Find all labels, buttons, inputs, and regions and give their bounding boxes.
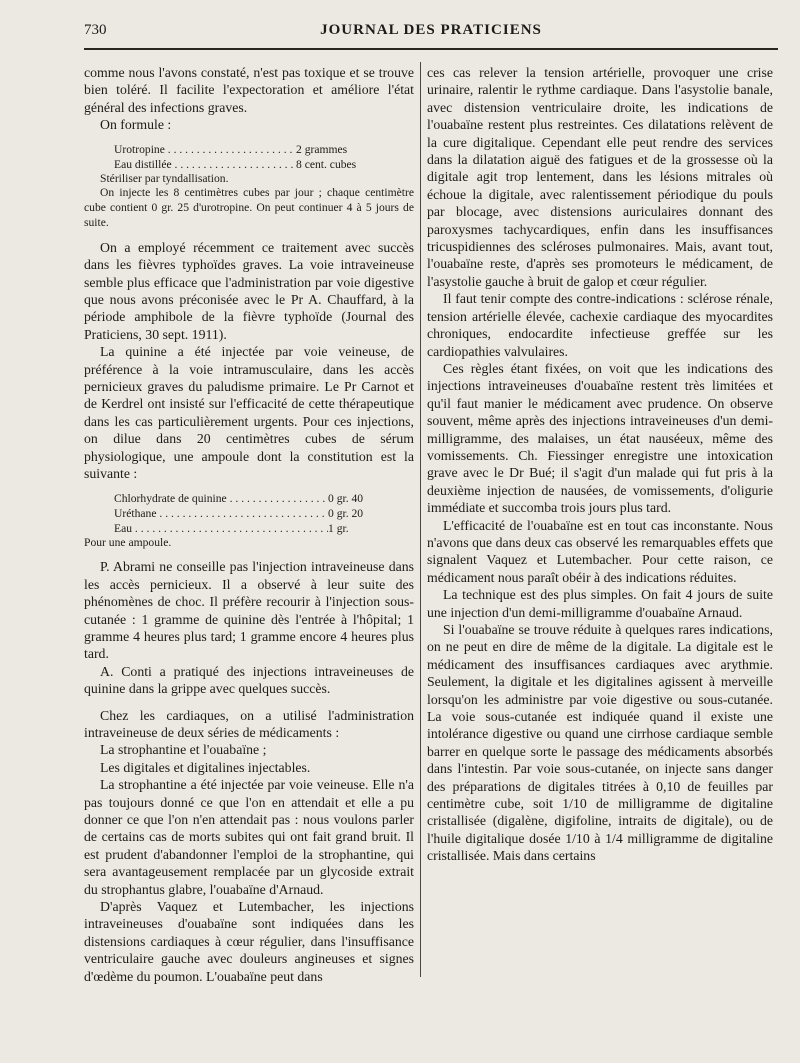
formula-note: On injecte les 8 centimètres cubes par jour ; chaque centimètre cube contient 0 gr. 25 d'urotropine. On peut continuer 4 à 5 jours de suite. [84, 186, 414, 230]
formula-note: Stériliser par tyndallisation. [100, 171, 229, 185]
paragraph: On formule : [100, 117, 172, 133]
header-rule [84, 48, 778, 50]
paragraph: Il faut tenir compte des contre-indications : sclérose rénale, tension artérielle élevée, cachexie cardiaque des myocardites chroniques, endocardite infectieuse greffée sur les cardiopathies valvulaires. [427, 291, 773, 359]
paragraph: Les digitales et digitalines injectables. [100, 759, 311, 775]
formula-ingredient: Urotropine . . . [114, 142, 296, 157]
formula-quantity: 0 gr. 40 [328, 491, 364, 505]
formula-line [84, 157, 414, 172]
left-column [84, 64, 414, 985]
formula-quantity: 2 grammes [296, 142, 348, 156]
paragraph: Si l'ouabaïne se trouve réduite à quelques rares indications, on ne peut en dire de même de la digitale. La digitale est le médicament des insuffisances cardiaques avec arythmie. Seulement, la digitale et les digitalines agissent à merveille lorsqu'on les administre par voie digestive ou sous-cutanée. La voie sous-cutanée est indiquée quand il existe une intolérance digestive ou quand une cirrhose cardiaque semble barrer en quelque sorte le passage des médicaments absorbés dans l'intestin. Par voie sous-cutanée, on injecte sans danger des préparations de digitales titrées à 0,10 de feuilles par centimètre cube, soit 1/10 de milligramme de digitaline cristallisée (digalène, digifoline, intraits de digitale), ou de l'huile digitalique dosée 1/10 à 1/4 milligramme de digitaline cristallisée. Mais dans certains [427, 622, 773, 864]
formula-line [84, 491, 414, 506]
formula-line [84, 521, 414, 536]
paragraph: La quinine a été injectée par voie veineuse, de préférence à la voie intramusculaire, dans les accès pernicieux graves du paludisme primaire. Le Pr Carnot et de Kerdrel ont insisté sur l'efficacité de cette thérapeutique dans les cas particulièrement urgents. Pour ces injections, on dilue dans 20 centimètres cubes de sérum physiologique, une ampoule dont la constitution est la suivante : [84, 344, 414, 482]
paragraph: La technique est des plus simples. On fait 4 jours de suite une injection d'un demi-milligramme d'ouabaïne Arnaud. [427, 587, 773, 620]
paragraph: A. Conti a pratiqué des injections intraveineuses de quinine dans la grippe avec quelques succès. [84, 663, 414, 697]
formula-quantity: 0 gr. 20 [328, 506, 364, 520]
paragraph: L'efficacité de l'ouabaïne est en tout cas inconstante. Nous n'avons que dans deux cas observé les remarquables effets que signalent Vaquez et Lutembacher. Pour cette raison, ce médicament nous paraît obéir à des indications réduites. [427, 517, 773, 585]
formula-ingredient: Eau . . . [114, 521, 328, 536]
formula-line [84, 142, 414, 157]
paragraph: La strophantine a été injectée par voie veineuse. Elle n'a pas toujours donné ce que l'on en attendait et elle a pu donner ce que l'on n'en attendait pas : nous voulons parler de certains cas de morts subites qui ont fait grand bruit. Il est prudent d'abandonner l'emploi de la strophantine, qui sera avantageusement remplacée par un glycoside extrait du strophantus glabre, l'ouabaïne d'Arnaud. [84, 777, 414, 897]
formula-ingredient: Chlorhydrate de quinine . . . [114, 491, 328, 506]
paragraph: Ces règles étant fixées, on voit que les indications des injections intraveineuses d'ouabaïne restent très limitées et qu'il faut manier le médicament avec prudence. On observe souvent, même après des injections intraveineuses d'un demi-milligramme, des malaises, un état nauséeux, même des vomissements. Ch. Fiessinger enregistre une intoxication grave avec le Dr Bué; il s'agit d'un malade qui fut pris à la deuxième injection de nausées, de vomissements, d'oligurie immédiate et succomba trois jours plus tard. [427, 360, 773, 516]
paragraph: On a employé récemment ce traitement avec succès dans les fièvres typhoïdes graves. La voie intraveineuse semble plus efficace que l'administration par voie digestive que nous avons préconisée avec le Pr A. Chauffard, à la période amphibole de la fièvre typhoïde (Journal des Praticiens, 30 sept. 1911). [84, 239, 414, 342]
paragraph: ces cas relever la tension artérielle, provoquer une crise urinaire, ralentir le rythme cardiaque. Dans l'asystolie banale, avec distension ventriculaire droite, les indications de l'ouabaïne restent plus restreintes. Ces dilatations relèvent de la cure digitalique. Cependant elle peut rendre des services dans la dilatation aiguë des fatigues et de la grossesse où la digitale agit trop lentement, dans les lésions mitrales où échoue la digitale, avec ralentissement périodique du pouls par blocage, avec distensions auriculaires donnant des paroxysmes tachycardiques, enfin dans les insuffisances tricuspidiennes des scléroses pulmonaires. Mais, avant tout, l'ouabaïne reste, d'après ses promoteurs le médicament, de l'asystolie gauche à bruit de galop et cœur régulier. [427, 65, 773, 289]
formula-quantity: 8 cent. cubes [296, 157, 357, 171]
formula-note: Pour une ampoule. [84, 535, 172, 549]
paragraph: comme nous l'avons constaté, n'est pas toxique et se trouve bien toléré. Il facilite l'expectoration et améliore l'état général des infections graves. [84, 65, 414, 115]
paragraph: Chez les cardiaques, on a utilisé l'administration intraveineuse de deux séries de médicaments : [84, 707, 414, 740]
formula-line [84, 506, 414, 521]
paragraph: La strophantine et l'ouabaïne ; [100, 742, 267, 758]
paragraph: P. Abrami ne conseille pas l'injection intraveineuse dans les accès pernicieux. Il a observé à leur suite des phénomènes de choc. Il préfère recourir à l'injection sous-cutanée : 1 gramme de quinine dès l'entrée à l'hôpital; 1 gramme 4 heures plus tard; 1 gramme encore 4 heures plus tard. [84, 559, 414, 662]
paragraph: D'après Vaquez et Lutembacher, les injections intraveineuses d'ouabaïne sont indiquées dans les distensions cardiaques à cœur régulier, dans l'insuffisance ventriculaire gauche avec douleurs angineuses et signes d'œdème du poumon. L'ouabaïne peut dans [84, 899, 414, 984]
page-number: 730 [84, 22, 107, 38]
formula-ingredient: Eau distillée . . . [114, 157, 296, 172]
page-header [84, 18, 778, 54]
journal-title: JOURNAL DES PRATICIENS [320, 22, 542, 38]
formula-quantity: 1 gr. [328, 521, 349, 535]
right-column [427, 64, 773, 865]
formula-ingredient: Uréthane . . . [114, 506, 328, 521]
column-divider [420, 62, 421, 977]
